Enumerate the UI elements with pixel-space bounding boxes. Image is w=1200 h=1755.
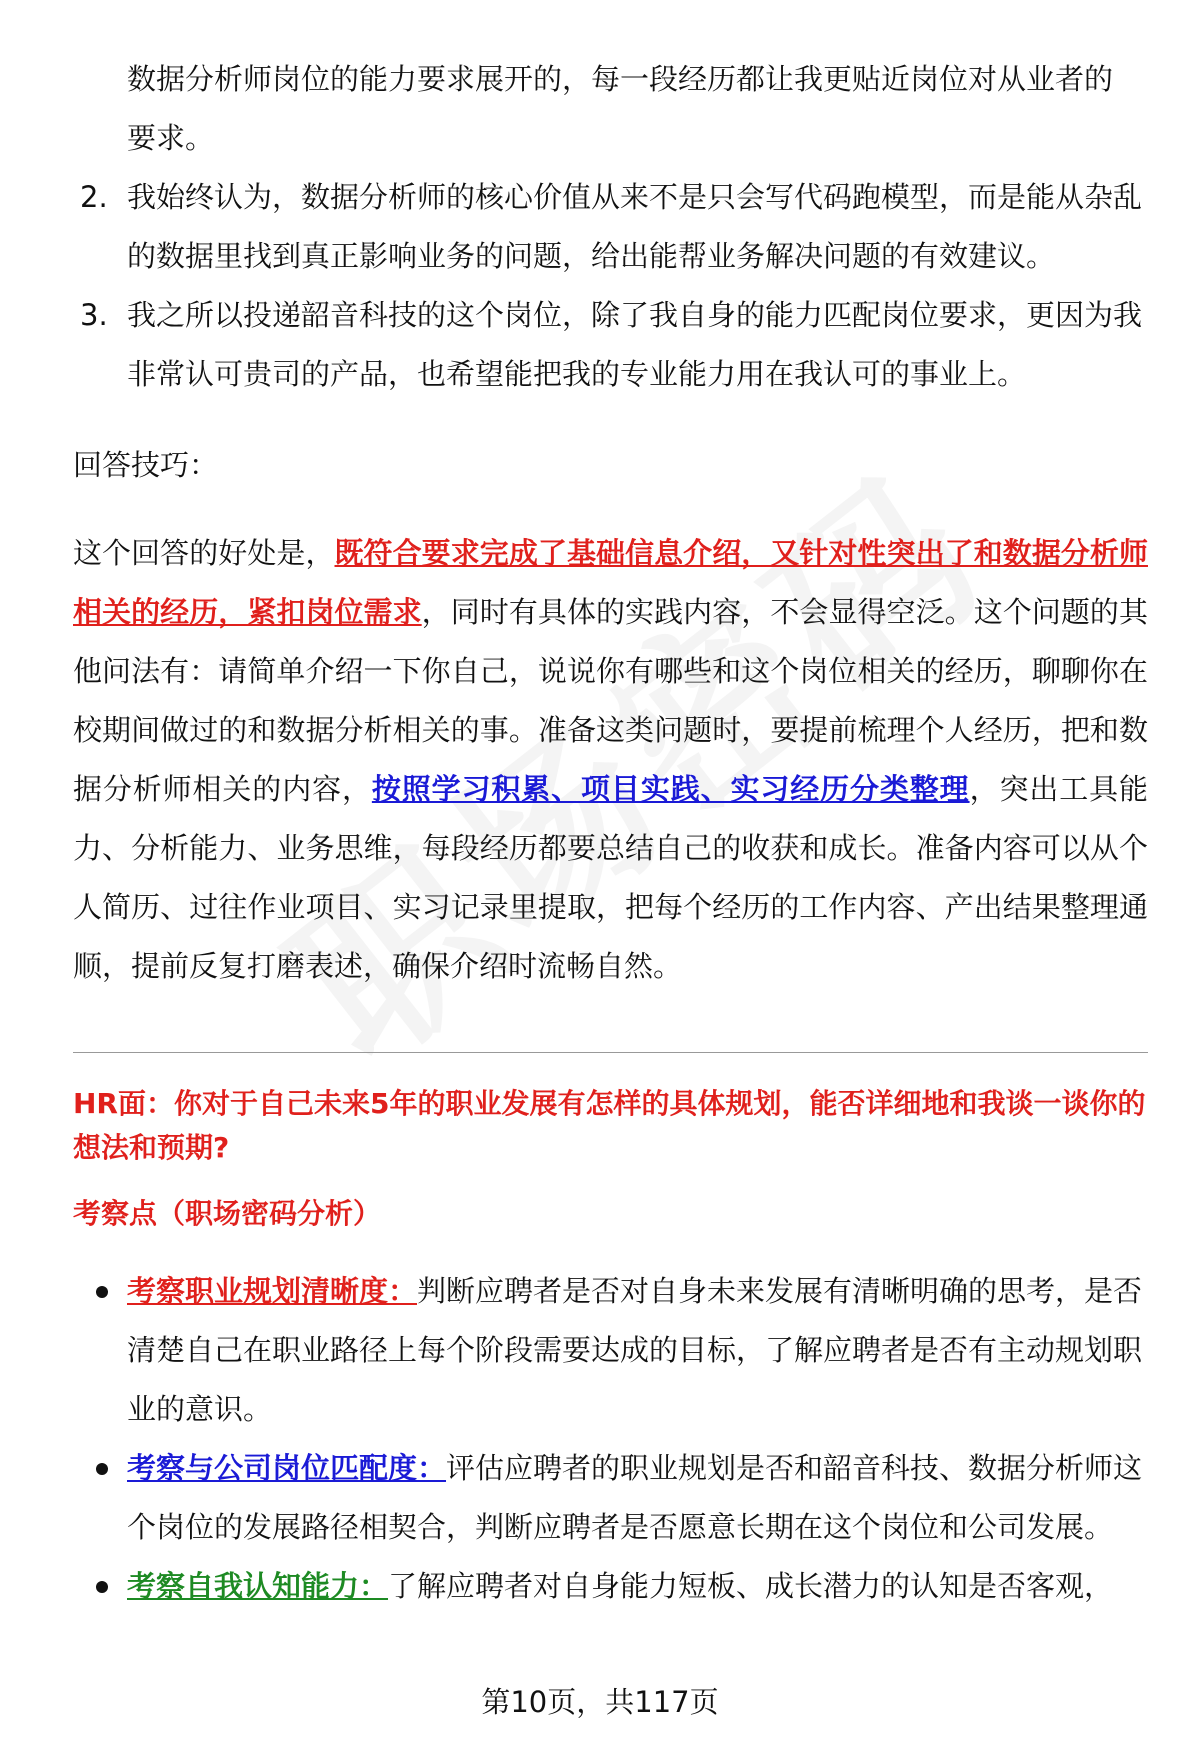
bullet-description: 了解应聘者对自身能力短板、成长潜力的认知是否客观，	[388, 1569, 1114, 1603]
paragraph-text: ，突出工具能力、分析能力、业务思维，每段经历都要总结自己的收获和成长。准备内容可以从个人简历、过往作业项目、实习记录里提取，把每个经历的工作内容、产出结果整理通顺，提前反复打磨表述，确保介绍时流畅自然。	[73, 772, 1148, 983]
bullet-label: 考察与公司岗位匹配度：	[127, 1451, 447, 1485]
bullet-item	[90, 1557, 1150, 1616]
list-item	[80, 168, 1150, 286]
continued-list-item	[127, 50, 1147, 168]
continued-line: 要求。	[127, 121, 215, 155]
bullet-icon	[90, 1439, 127, 1557]
bullet-icon	[90, 1557, 127, 1616]
section-title: 考察点（职场密码分析）	[73, 1197, 382, 1230]
bullet-text	[127, 1262, 1147, 1439]
paragraph-text: 这个回答的好处是，	[73, 536, 335, 570]
tips-label: 回答技巧：	[73, 448, 219, 482]
bullet-label: 考察职业规划清晰度：	[127, 1274, 418, 1308]
list-number: 3.	[80, 298, 108, 332]
paragraph-text: ，同时有具体的实践内容，不会显得空泛。这个问题的其他问法有：请简单介绍一下你自己，说说你有哪些和这个岗位相关的经历，聊聊你在校期间做过的和数据分析相关的事。准备这类问题时，要提前梳理个人经历，把和数据分析师相关的内容，	[73, 595, 1148, 806]
bullet-text	[127, 1439, 1147, 1557]
bullet-list	[90, 1262, 1150, 1616]
list-item	[80, 286, 1150, 404]
bullet-description: 评估应聘者的职业规划是否和韶音科技、数据分析师这个岗位的发展路径相契合，判断应聘者是否愿意长期在这个岗位和公司发展。	[127, 1451, 1143, 1544]
bullet-icon	[90, 1262, 127, 1439]
list-number: 2.	[80, 180, 108, 214]
page-number-footer: 第10页，共117页	[481, 1685, 719, 1719]
bullet-description: 判断应聘者是否对自身未来发展有清晰明确的思考，是否清楚自己在职业路径上每个阶段需要达成的目标，了解应聘者是否有主动规划职业的意识。	[127, 1274, 1143, 1426]
numbered-list	[80, 168, 1150, 404]
highlight-blue: 按照学习积累、项目实践、实习经历分类整理	[371, 772, 970, 806]
bullet-item	[90, 1262, 1150, 1439]
tips-paragraph	[73, 524, 1148, 996]
interview-question: HR面：你对于自己未来5年的职业发展有怎样的具体规划，能否详细地和我谈一谈你的想法和预期?	[73, 1087, 1146, 1164]
list-item-text: 我之所以投递韶音科技的这个岗位，除了我自身的能力匹配岗位要求，更因为我非常认可贵司的产品，也希望能把我的专业能力用在我认可的事业上。	[127, 298, 1143, 391]
highlight-red: 既符合要求完成了基础信息介绍，又针对性突出了和数据分析师相关的经历，紧扣岗位需求	[73, 536, 1148, 629]
divider	[73, 1052, 1148, 1053]
bullet-text	[127, 1557, 1147, 1616]
bullet-label: 考察自我认知能力：	[127, 1569, 389, 1603]
continued-line: 数据分析师岗位的能力要求展开的，每一段经历都让我更贴近岗位对从业者的	[127, 62, 1114, 96]
bullet-item	[90, 1439, 1150, 1557]
list-item-text: 我始终认为，数据分析师的核心价值从来不是只会写代码跑模型，而是能从杂乱的数据里找到真正影响业务的问题，给出能帮业务解决问题的有效建议。	[127, 180, 1143, 273]
